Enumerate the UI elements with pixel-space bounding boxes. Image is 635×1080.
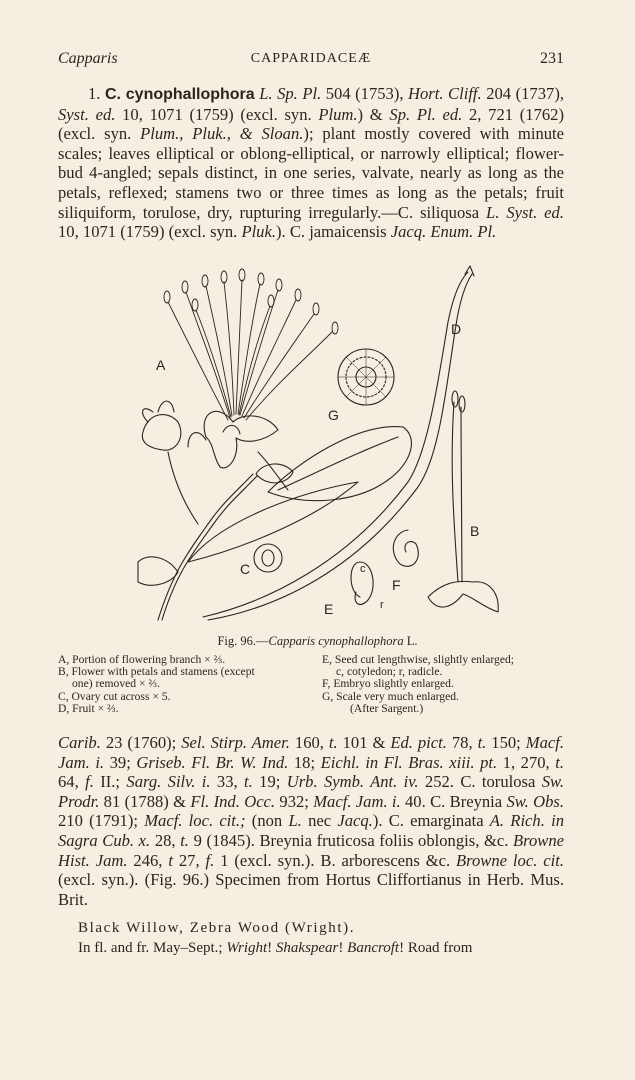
citation-author: t. bbox=[328, 733, 338, 752]
text-run: ). C. jamaicensis bbox=[276, 222, 391, 242]
text-run: 210 (1791); bbox=[58, 811, 145, 831]
text-run: In fl. and fr. May–Sept.; bbox=[78, 940, 227, 956]
flower bbox=[204, 411, 278, 468]
citation-author: Jacq. Enum. Pl. bbox=[390, 222, 497, 242]
citation-author: Carib. bbox=[58, 733, 101, 752]
caption-suffix: L. bbox=[403, 634, 418, 648]
text-run: ! bbox=[267, 940, 276, 956]
legend-item: B, Flower with petals and stamens (except bbox=[58, 665, 255, 679]
species-name: C. cynophallophora bbox=[104, 86, 255, 103]
citation-author: t. bbox=[555, 752, 565, 772]
citation-author: Macf. loc. cit.; bbox=[144, 811, 246, 831]
citation-author: Plum., Pluk., & Sloan. bbox=[140, 124, 304, 144]
citation-author: Ed. pict. bbox=[390, 733, 447, 752]
buds bbox=[142, 401, 206, 524]
figure-legend-left bbox=[58, 654, 318, 715]
text-run: 33, bbox=[210, 772, 245, 792]
caption-prefix: Fig. 96.— bbox=[217, 634, 269, 648]
text-run: 40. C. Breynia bbox=[400, 791, 507, 811]
text-run: ) & bbox=[357, 104, 390, 124]
label-c: C bbox=[240, 561, 251, 577]
legend-item: G, Scale very much enlarged. bbox=[322, 689, 459, 703]
citation-author: t. bbox=[180, 830, 189, 850]
text-run: 1 (excl. syn.). B. arborescens &c. bbox=[214, 850, 457, 870]
species-description bbox=[58, 84, 564, 242]
citation-author: Plum. bbox=[318, 104, 358, 124]
legend-source: (After Sargent.) bbox=[350, 701, 424, 715]
label-c-small: c bbox=[360, 563, 366, 575]
flowering-record bbox=[78, 940, 568, 957]
text-run: 28, bbox=[150, 830, 181, 850]
citation-author: Sw. Prodr. bbox=[58, 772, 564, 811]
stamens bbox=[164, 269, 338, 420]
large-leaf bbox=[268, 427, 411, 501]
citation-author: L. Syst. ed. bbox=[486, 202, 564, 222]
label-g: G bbox=[328, 407, 339, 423]
text-run: (excl. syn.). (Fig. 96.) Specimen from Hortus Cliffortianus in Herb. Mus. Brit. bbox=[58, 870, 564, 909]
text-run: 23 (1760); bbox=[100, 733, 182, 752]
legend-item: A, Portion of flowering branch × ⅔. bbox=[58, 653, 226, 666]
text-run: ); plant mostly covered with minute scales; leaves elliptical or oblong-elliptical, or narrowly elliptical; flower-bud 4-angled; sepals distinct, in one series, valvate, nearly as long as the petals, reflexed; stamens two or three times as long as the petals; fruit siliquiform, torulose, dry, rupturing irregularly.—C. siliquosa bbox=[58, 124, 565, 222]
synonymy-continued bbox=[58, 733, 564, 909]
text-run: nec bbox=[301, 811, 338, 831]
citation-author: f. bbox=[205, 850, 215, 870]
text-run: 27, bbox=[172, 850, 206, 870]
scale-enlarged bbox=[338, 349, 394, 405]
header-family: CAPPARIDACEÆ bbox=[250, 51, 372, 66]
label-f: F bbox=[392, 577, 401, 593]
citation-author: L. Sp. Pl. bbox=[259, 84, 322, 103]
text-run: 81 (1788) & bbox=[99, 791, 191, 811]
citation-author: Macf. Jam. i. bbox=[58, 733, 564, 772]
figure-legend-right bbox=[322, 654, 572, 715]
text-run: 9 (1845). Breynia fruticosa foliis oblongis, &c. bbox=[188, 830, 513, 850]
citation-author: Fl. Ind. Occ. bbox=[190, 791, 276, 811]
citation-author: t. bbox=[244, 772, 253, 792]
citation-author: t. bbox=[477, 733, 487, 752]
text-run: 19; bbox=[252, 772, 287, 792]
species-number: 1. bbox=[88, 84, 101, 103]
citation-author: Macf. Jam. i. bbox=[313, 791, 401, 811]
text-run: 78, bbox=[446, 733, 478, 752]
text-run: 10, 1071 (1759) (excl. syn. bbox=[115, 104, 319, 124]
citation-author: Hort. Cliff. bbox=[408, 84, 482, 103]
text-run: 246, bbox=[127, 850, 169, 870]
citation-author: Sel. Stirp. Amer. bbox=[181, 733, 290, 752]
citation-author: Browne loc. cit. bbox=[456, 850, 564, 870]
common-names: Black Willow, Zebra Wood (Wright). bbox=[78, 920, 356, 936]
citation-author: Pluk. bbox=[241, 222, 276, 242]
text-run: (non bbox=[245, 811, 289, 831]
text-run: 1, 270, bbox=[497, 752, 556, 772]
text-run: ! bbox=[338, 940, 348, 956]
capparis-illustration bbox=[128, 262, 508, 630]
text-run: 39; bbox=[104, 752, 137, 772]
caption-species: Capparis cynophallophora bbox=[268, 634, 404, 648]
citation-author: Eichl. in Fl. Bras. xiii. pt. bbox=[320, 752, 498, 772]
legend-item: C, Ovary cut across × 5. bbox=[58, 689, 171, 703]
page-number: 231 bbox=[540, 50, 564, 67]
label-a: A bbox=[156, 357, 166, 373]
text-run: ! Road from bbox=[399, 940, 473, 956]
citation-author: Sarg. Silv. i. bbox=[126, 772, 211, 792]
label-d: D bbox=[451, 321, 462, 337]
header-genus: Capparis bbox=[58, 50, 118, 67]
text-run: 2, 721 (1762) (excl. syn. bbox=[58, 104, 564, 144]
collector-name: Shakspear bbox=[275, 940, 339, 956]
embryo bbox=[393, 530, 418, 566]
text-run: ). C. emarginata bbox=[372, 811, 490, 831]
leaves bbox=[138, 427, 411, 586]
text-run: 10, 1071 (1759) (excl. syn. bbox=[58, 222, 242, 242]
text-run: 252. C. torulosa bbox=[418, 772, 542, 792]
collector-name: Bancroft bbox=[347, 940, 400, 956]
citation-author: Sp. Pl. ed. bbox=[389, 104, 463, 124]
citation-author: f. bbox=[85, 772, 94, 792]
label-e: E bbox=[324, 601, 334, 617]
legend-item: c, cotyledon; r, radicle. bbox=[336, 665, 443, 679]
citation-author: Jacq. bbox=[337, 811, 373, 831]
text-run: 204 (1737), bbox=[481, 84, 564, 103]
citation-author: Browne Hist. Jam. bbox=[58, 830, 565, 870]
legend-item: one) removed × ⅔. bbox=[72, 677, 160, 691]
text-run: 160, bbox=[289, 733, 329, 752]
citation-author: L. bbox=[288, 811, 302, 831]
legend-item: D, Fruit × ⅔. bbox=[58, 701, 119, 715]
text-run: 150; bbox=[486, 733, 526, 752]
text-run: II.; bbox=[93, 772, 127, 792]
text-run: 932; bbox=[275, 791, 314, 811]
citation-author: t bbox=[168, 850, 173, 870]
running-header bbox=[58, 50, 564, 74]
legend-item: E, Seed cut lengthwise, slightly enlarged; bbox=[322, 653, 515, 666]
text-run: 18; bbox=[288, 752, 321, 772]
label-b: B bbox=[470, 523, 480, 539]
bud-small bbox=[256, 464, 293, 483]
legend-item: F, Embryo slightly enlarged. bbox=[322, 677, 454, 691]
label-r: r bbox=[380, 599, 384, 611]
citation-author: A. Rich. in Sagra Cub. x. bbox=[58, 811, 564, 850]
text-run: 64, bbox=[58, 772, 86, 792]
citation-author: Syst. ed. bbox=[58, 104, 116, 124]
citation-author: Griseb. Fl. Br. W. Ind. bbox=[136, 752, 289, 772]
citation-author: Urb. Symb. Ant. iv. bbox=[286, 772, 419, 792]
ovary-section bbox=[254, 544, 282, 572]
text-run: 504 (1753), bbox=[321, 84, 409, 103]
citation-author: Sw. Obs. bbox=[506, 791, 564, 811]
figure-caption bbox=[0, 634, 635, 649]
botanical-figure bbox=[128, 262, 508, 630]
text-run: 101 & bbox=[337, 733, 391, 752]
flower-b bbox=[428, 391, 498, 612]
collector-name: Wright bbox=[226, 940, 268, 956]
